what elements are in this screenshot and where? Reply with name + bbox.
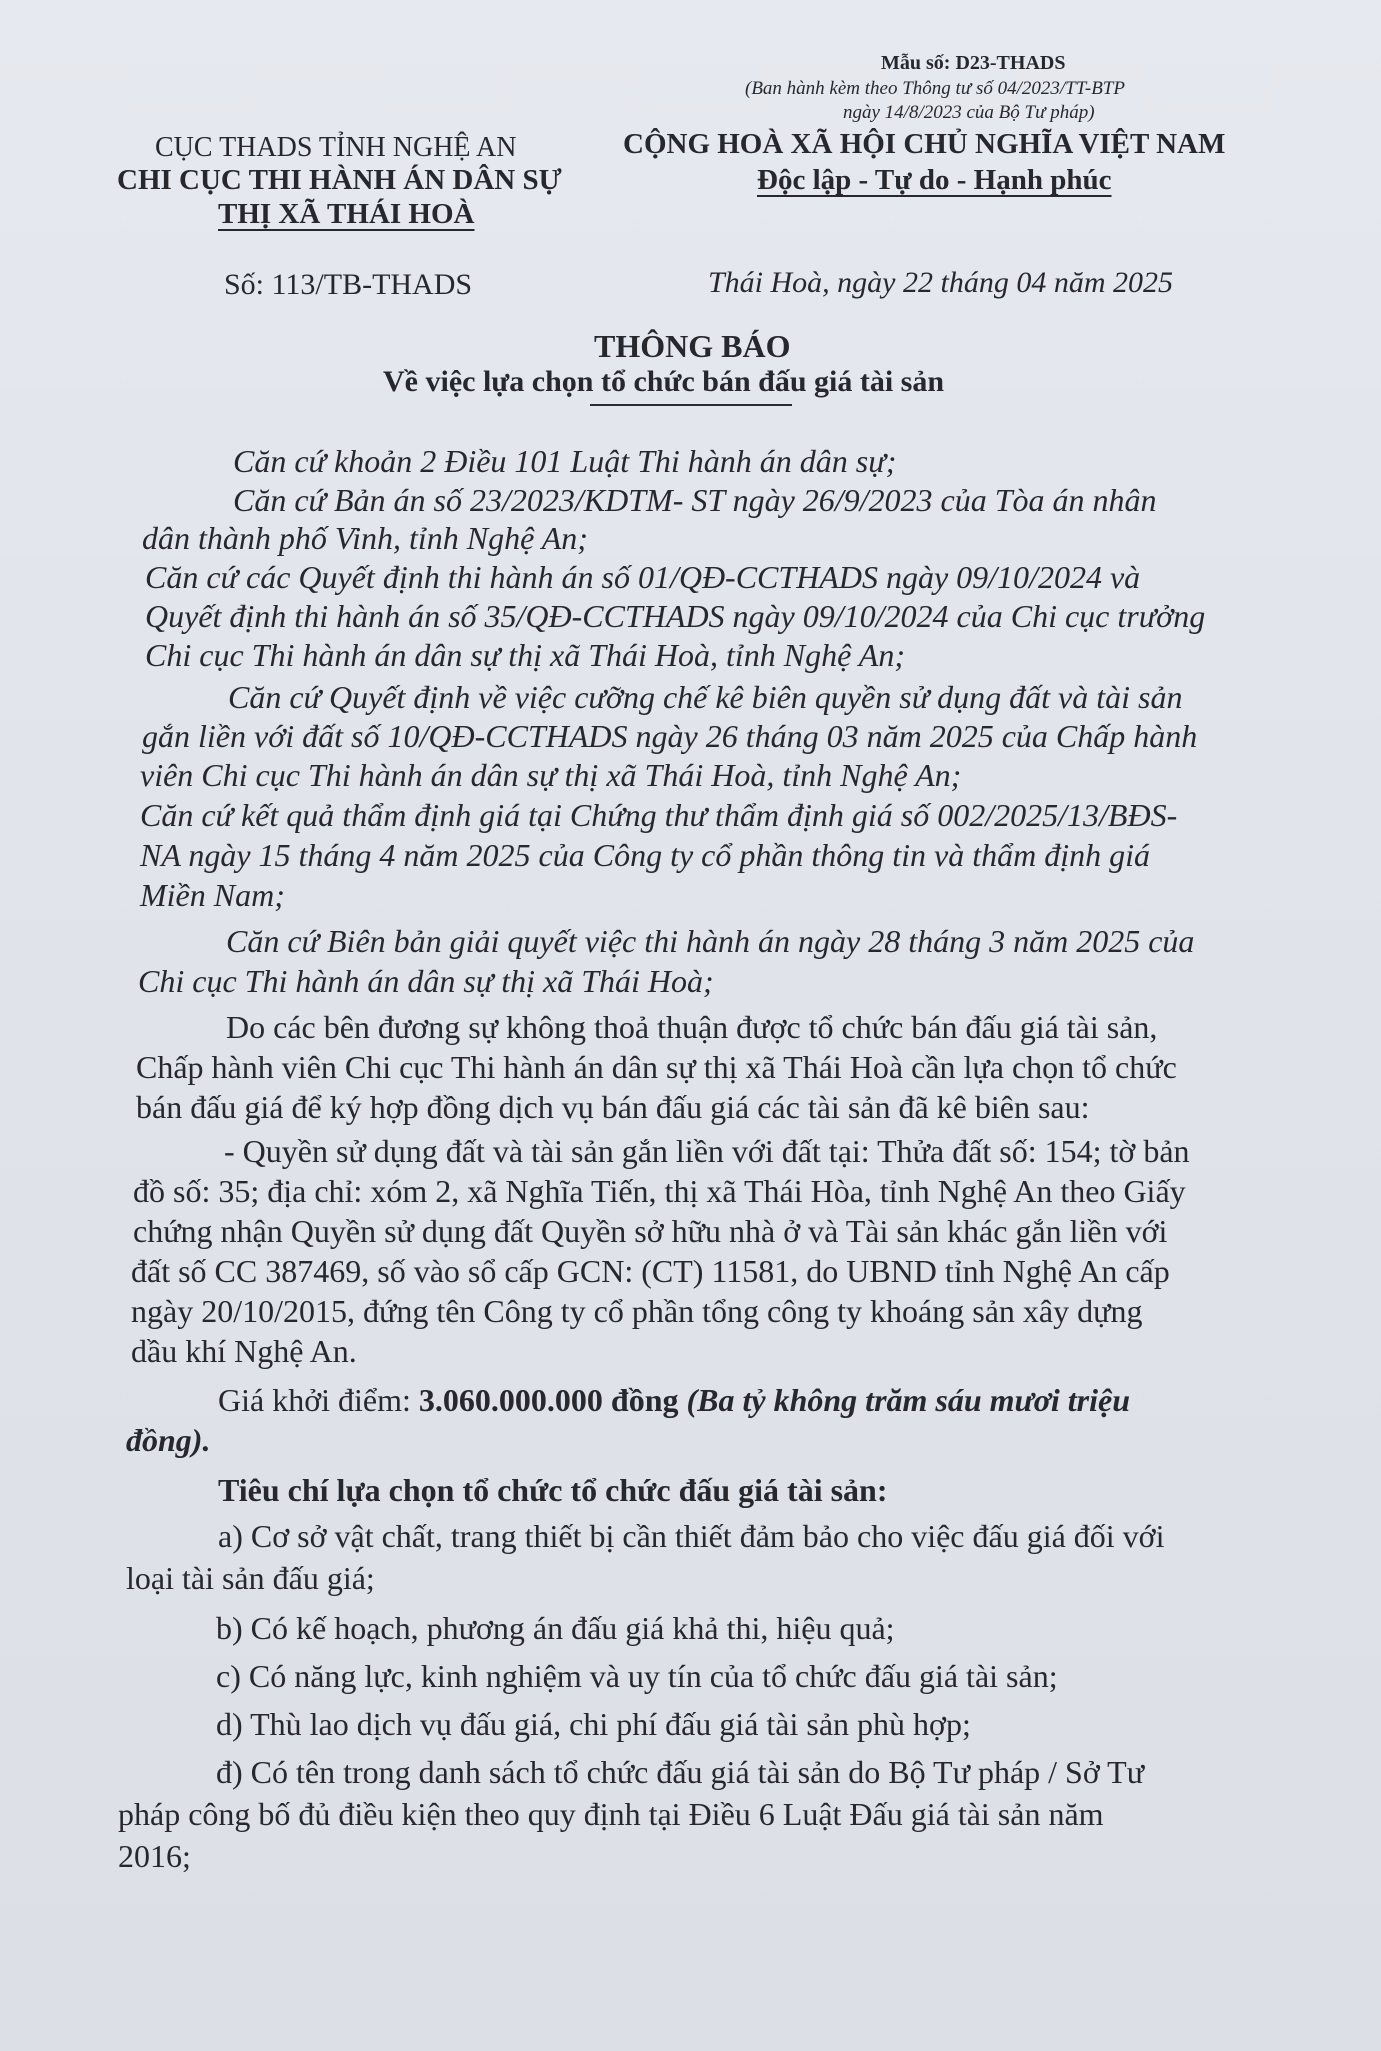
criteria-heading: Tiêu chí lựa chọn tổ chức tổ chức đấu giá tài sản: (218, 1472, 888, 1508)
document-title: THÔNG BÁO (594, 328, 791, 364)
body-line: Do các bên đương sự không thoả thuận được tổ chức bán đấu giá tài sản, (226, 1009, 1158, 1045)
body-line: ngày 20/10/2015, đứng tên Công ty cổ phần tổng công ty khoáng sản xây dựng (131, 1293, 1143, 1329)
price-words-cont: đồng). (126, 1422, 211, 1458)
basis-line: Căn cứ Biên bản giải quyết việc thi hành án ngày 28 tháng 3 năm 2025 của (226, 923, 1195, 959)
body-line: đồ số: 35; địa chỉ: xóm 2, xã Nghĩa Tiến, thị xã Thái Hòa, tỉnh Nghệ An theo Giấy (133, 1173, 1186, 1209)
price-words: (Ba tỷ không trăm sáu mươi triệu (678, 1382, 1131, 1418)
criteria-item: pháp công bố đủ điều kiện theo quy định tại Điều 6 Luật Đấu giá tài sản năm (118, 1796, 1104, 1832)
title-underline (590, 404, 792, 406)
criteria-item: loại tài sản đấu giá; (126, 1560, 375, 1596)
agency-locality: THỊ XÃ THÁI HOÀ (218, 198, 475, 230)
starting-price (218, 1380, 1130, 1420)
price-label: Giá khởi điểm: (218, 1382, 419, 1418)
basis-line: Chi cục Thi hành án dân sự thị xã Thái Hoà; (138, 963, 714, 999)
body-line: Chấp hành viên Chi cục Thi hành án dân sự thị xã Thái Hoà cần lựa chọn tổ chức (136, 1049, 1177, 1085)
nation-name: CỘNG HOÀ XÃ HỘI CHỦ NGHĨA VIỆT NAM (623, 128, 1226, 160)
body-line: - Quyền sử dụng đất và tài sản gắn liền với đất tại: Thửa đất số: 154; tờ bản (224, 1133, 1190, 1169)
basis-line: Căn cứ khoản 2 Điều 101 Luật Thi hành án dân sự; (233, 443, 897, 479)
agency-name: CHI CỤC THI HÀNH ÁN DÂN SỰ (117, 164, 562, 196)
body-line: bán đấu giá để ký hợp đồng dịch vụ bán đấu giá các tài sản đã kê biên sau: (136, 1089, 1090, 1125)
document-number: Số: 113/TB-THADS (224, 268, 473, 301)
criteria-item: d) Thù lao dịch vụ đấu giá, chi phí đấu giá tài sản phù hợp; (216, 1706, 971, 1742)
basis-line: viên Chi cục Thi hành án dân sự thị xã Thái Hoà, tỉnh Nghệ An; (140, 757, 962, 793)
price-amount: 3.060.000.000 đồng (418, 1382, 679, 1418)
body-line: chứng nhận Quyền sử dụng đất Quyền sở hữu nhà ở và Tài sản khác gắn liền với (133, 1213, 1168, 1249)
place-date: Thái Hoà, ngày 22 tháng 04 năm 2025 (708, 266, 1173, 299)
basis-line: gắn liền với đất số 10/QĐ-CCTHADS ngày 26 tháng 03 năm 2025 của Chấp hành (142, 718, 1198, 754)
basis-line: Căn cứ kết quả thẩm định giá tại Chứng thư thẩm định giá số 002/2025/13/BĐS- (140, 797, 1178, 833)
basis-line: Chi cục Thi hành án dân sự thị xã Thái Hoà, tỉnh Nghệ An; (145, 637, 905, 673)
agency-parent: CỤC THADS TỈNH NGHỆ AN (155, 132, 517, 163)
document-subtitle: Về việc lựa chọn tổ chức bán đấu giá tài sản (383, 365, 945, 398)
nation-motto: Độc lập - Tự do - Hạnh phúc (757, 164, 1112, 196)
criteria-item: 2016; (118, 1838, 191, 1874)
criteria-item: đ) Có tên trong danh sách tổ chức đấu giá tài sản do Bộ Tư pháp / Sở Tư (216, 1754, 1145, 1790)
basis-line: Miền Nam; (140, 877, 285, 913)
basis-line: Căn cứ Quyết định về việc cưỡng chế kê biên quyền sử dụng đất và tài sản (228, 679, 1183, 715)
body-line: dầu khí Nghệ An. (131, 1333, 357, 1369)
basis-line: NA ngày 15 tháng 4 năm 2025 của Công ty cổ phần thông tin và thẩm định giá (140, 837, 1151, 873)
basis-line: Căn cứ Bản án số 23/2023/KDTM- ST ngày 26/9/2023 của Tòa án nhân (233, 482, 1157, 518)
form-issued-line1: (Ban hành kèm theo Thông tư số 04/2023/TT-BTP (745, 78, 1125, 99)
criteria-item: a) Cơ sở vật chất, trang thiết bị cần thiết đảm bảo cho việc đấu giá đối với (218, 1518, 1165, 1554)
basis-line: Quyết định thi hành án số 35/QĐ-CCTHADS ngày 09/10/2024 của Chi cục trưởng (145, 598, 1206, 634)
body-line: đất số CC 387469, số vào sổ cấp GCN: (CT) 11581, do UBND tỉnh Nghệ An cấp (131, 1253, 1170, 1289)
criteria-item: b) Có kế hoạch, phương án đấu giá khả thi, hiệu quả; (216, 1610, 895, 1646)
basis-line: dân thành phố Vinh, tỉnh Nghệ An; (142, 520, 588, 556)
criteria-item: c) Có năng lực, kinh nghiệm và uy tín của tổ chức đấu giá tài sản; (216, 1658, 1058, 1694)
form-issued-line2: ngày 14/8/2023 của Bộ Tư pháp) (843, 102, 1095, 123)
basis-line: Căn cứ các Quyết định thi hành án số 01/QĐ-CCTHADS ngày 09/10/2024 và (145, 559, 1141, 595)
form-code: Mẫu số: D23-THADS (881, 52, 1066, 74)
